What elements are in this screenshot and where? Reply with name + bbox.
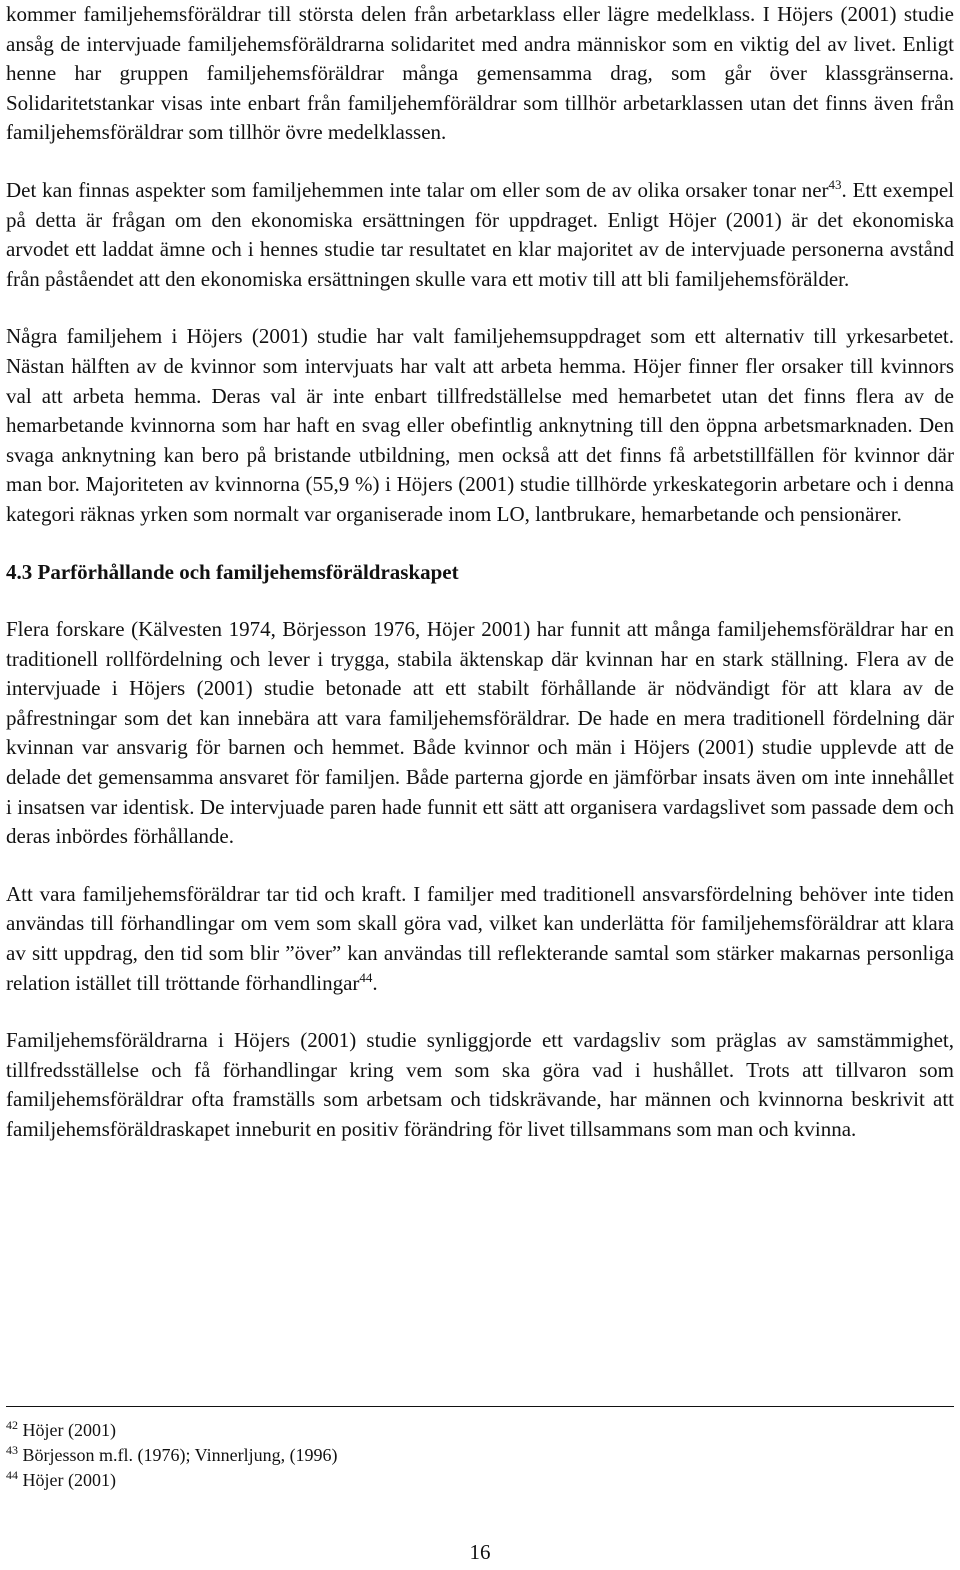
footnote-reference[interactable]: 43	[828, 176, 842, 192]
paragraph-text: . Ett exempel på detta är frågan om den ekonomiska ersättningen för uppdraget. Enligt Höjer (2001) är det ekonomiska arvodet ett laddat ämne och i hennes studie tar resultatet en klar majoritet av de intervjuade personerna avstånd från påståendet att den ekonomiska ersättningen skulle vara ett motiv till att bli familjehemsförälder.	[6, 177, 954, 291]
footnote-text: Börjesson m.fl. (1976); Vinnerljung, (1996)	[22, 1445, 338, 1465]
footnote-reference[interactable]: 44	[359, 969, 373, 985]
footnote-divider	[6, 1406, 954, 1407]
page-number: 16	[469, 1540, 491, 1564]
paragraph: Några familjehem i Höjers (2001) studie har valt familjehemsuppdraget som ett alternativ till yrkesarbetet. Nästan hälften av de kvinnor som intervjuats har valt att arbeta hemma. Höjer finner fler orsaker till kvinnors val att arbeta hemma. Deras val är inte enbart tillfredställelse med hemarbetet utan det finns flera av de hemarbetande kvinnorna som har haft en svag eller obefintlig anknytning till den öppna arbetsmarknaden. Den svaga anknytning kan bero på bristande utbildning, men också att det finns få arbetstillfällen för kvinnor där man bor. Majoriteten av kvinnorna (55,9 %) i Höjers (2001) studie tillhörde yrkeskategorin arbetare och i denna kategori räknas yrken som normalt var organiserade inom LO, lantbrukare, hemarbetande och pensionärer.	[6, 324, 954, 526]
footnote	[6, 1418, 954, 1443]
footnote-text: Höjer (2001)	[22, 1470, 116, 1490]
paragraph-text: .	[372, 970, 378, 995]
footnotes	[6, 1418, 954, 1493]
paragraph: Flera forskare (Kälvesten 1974, Börjesson 1976, Höjer 2001) har funnit att många familjehemsföräldrar har en traditionell rollfördelning och lever i trygga, stabila äktenskap där kvinnan har en stark ställning. Flera av de intervjuade i Höjers (2001) studie betonade att ett stabilt förhållande är nödvändigt för att klara av de påfrestningar som det kan innebära att vara familjehemsföräldrar. De hade en mera traditionell fördelning där kvinnan var ansvarig för barnen och hemmet. Både kvinnor och män i Höjers (2001) studie upplevde att de delade det gemensamma ansvaret för familjen. Både parterna gjorde en jämförbar insats även om inte innehållet i insatsen var identisk. De intervjuade paren hade funnit ett sätt att organisera vardagslivet som passade dem och deras inbördes förhållande.	[6, 617, 954, 849]
footnote-number: 42	[6, 1418, 18, 1432]
footnote	[6, 1443, 954, 1468]
footnote-number: 43	[6, 1443, 18, 1457]
paragraph: kommer familjehemsföräldrar till största delen från arbetarklass eller lägre medelklass. I Höjers (2001) studie ansåg de intervjuade familjehemsföräldrarna solidaritet med andra människor som en viktig del av livet. Enligt henne har gruppen familjehemsföräldrar många gemensamma drag, som går över klassgränserna. Solidaritetstankar visas inte enbart från familjehemföräldrar som tillhör arbetarklassen utan det finns även från familjehemsföräldrar som tillhör övre medelklassen.	[6, 2, 954, 145]
footnote-text: Höjer (2001)	[22, 1420, 116, 1440]
footnote	[6, 1468, 954, 1493]
paragraph-text: Det kan finnas aspekter som familjehemmen inte talar om eller som de av olika orsaker tonar ner	[6, 177, 829, 202]
document-page	[6, 0, 954, 1145]
paragraph: Familjehemsföräldrarna i Höjers (2001) studie synliggjorde ett vardagsliv som präglas av samstämmighet, tillfredsställelse och få förhandlingar kring vem som ska göra vad i hushållet. Trots att tillvaron som familjehemsföräldrar ofta framställs som arbetsam och tidskrävande, har männen och kvinnorna beskrivit att familjehemsföräldraskapet inneburit en positiv förändring för livet tillsammans som man och kvinna.	[6, 1028, 954, 1141]
paragraph-text: Att vara familjehemsföräldrar tar tid och kraft. I familjer med traditionell ansvarsfördelning behöver inte tiden användas till förhandlingar om vem som skall göra vad, vilket kan underlätta för familjehemsföräldrar att klara av sitt uppdrag, den tid som blir ”över” kan användas till reflekterande samtal som stärker makarnas personliga relation istället till tröttande förhandlingar	[6, 881, 954, 995]
paragraph	[6, 880, 954, 998]
paragraph	[6, 176, 954, 294]
footnote-number: 44	[6, 1468, 18, 1482]
section-title: Parförhållande och familjehemsföräldraskapet	[37, 559, 459, 584]
section-number: 4.3	[6, 559, 33, 584]
section-heading	[6, 558, 954, 588]
